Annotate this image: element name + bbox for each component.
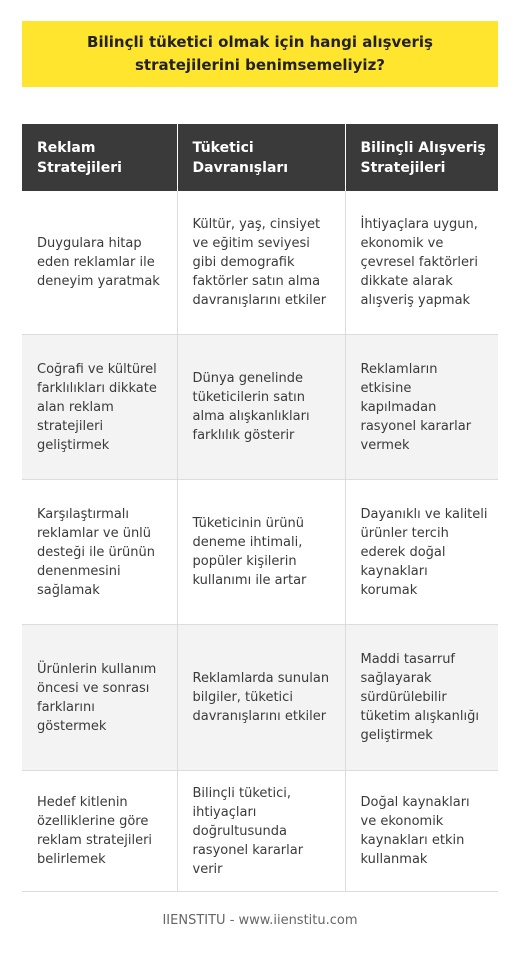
- table-cell: Maddi tasarruf sağlayarak sürdürülebilir tüketim alışkanlığı geliştirmek: [345, 625, 498, 771]
- table-cell: Dünya genelinde tüketicilerin satın alma alışkanlıkları farklılık gösterir: [177, 335, 345, 480]
- header-advertising-strategies: Reklam Stratejileri: [22, 124, 177, 191]
- table-cell: Hedef kitlenin özelliklerine göre reklam stratejileri belirlemek: [22, 771, 177, 892]
- table-cell: Tüketicinin ürünü deneme ihtimali, popüler kişilerin kullanımı ile artar: [177, 480, 345, 625]
- footer-credit: IIENSTITU - www.iienstitu.com: [162, 913, 358, 928]
- table-cell: Duygulara hitap eden reklamlar ile deneyim yaratmak: [22, 191, 177, 335]
- table-cell: Bilinçli tüketici, ihtiyaçları doğrultusunda rasyonel kararlar verir: [177, 771, 345, 892]
- table-cell: Dayanıklı ve kaliteli ürünler tercih ederek doğal kaynakları korumak: [345, 480, 498, 625]
- header-conscious-shopping-strategies: Bilinçli Alışveriş Stratejileri: [345, 124, 498, 191]
- table-cell: Reklamlarda sunulan bilgiler, tüketici davranışlarını etkiler: [177, 625, 345, 771]
- title-banner: [22, 21, 498, 87]
- table-row: [22, 771, 498, 892]
- table-row: [22, 480, 498, 625]
- page-title: Bilinçli tüketici olmak için hangi alışveriş stratejilerini benimsemeliyiz?: [87, 33, 433, 74]
- header-consumer-behaviors: Tüketici Davranışları: [177, 124, 345, 191]
- table-cell: Ürünlerin kullanım öncesi ve sonrası farklarını göstermek: [22, 625, 177, 771]
- table-cell: Reklamların etkisine kapılmadan rasyonel kararlar vermek: [345, 335, 498, 480]
- table-cell: Doğal kaynakları ve ekonomik kaynakları etkin kullanmak: [345, 771, 498, 892]
- strategy-table: [22, 124, 498, 892]
- table-cell: Kültür, yaş, cinsiyet ve eğitim seviyesi gibi demografik faktörler satın alma davranışlarını etkiler: [177, 191, 345, 335]
- table-row: [22, 335, 498, 480]
- table-row: [22, 191, 498, 335]
- table-header-row: [22, 124, 498, 191]
- table-cell: Coğrafi ve kültürel farklılıkları dikkate alan reklam stratejileri geliştirmek: [22, 335, 177, 480]
- table-cell: Karşılaştırmalı reklamlar ve ünlü desteği ile ürünün denenmesini sağlamak: [22, 480, 177, 625]
- table-row: [22, 625, 498, 771]
- table-cell: İhtiyaçlara uygun, ekonomik ve çevresel faktörleri dikkate alarak alışveriş yapmak: [345, 191, 498, 335]
